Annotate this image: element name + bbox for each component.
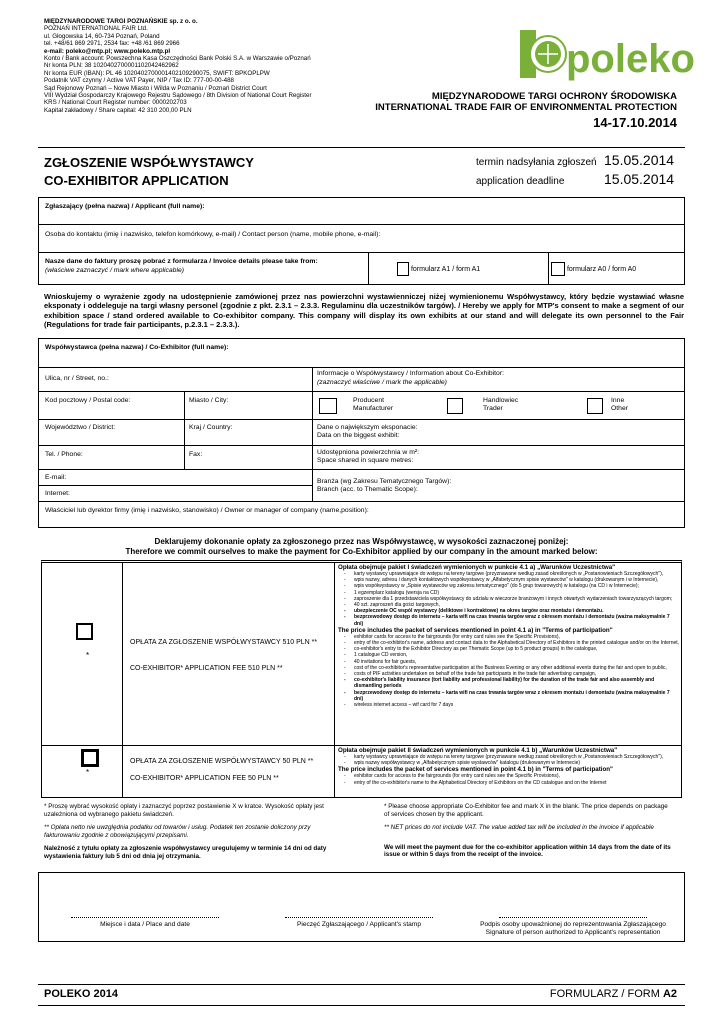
other-label: Inne Other <box>611 397 628 412</box>
package-item: - zaproszenie dla 1 przedstawiciela współwystawcy do udziału w wieczorze branżowym i innych otwartych wydarzeniach towarzyszących targom; <box>338 596 680 602</box>
signature-label: Podpis osoby upoważnionej do reprezentowania Zgłaszającego Signature of person authorized to Applicant's representation <box>480 921 666 936</box>
stamp-label: Pieczęć Zgłaszającego / Applicant's stamp <box>296 921 422 928</box>
street-label: Ulica, nr / Street, no.: <box>45 375 109 382</box>
notes-en <box>384 803 674 859</box>
owner-label: Właściciel lub dyrektor firmy (imię i nazwisko, stanowisko) / Owner or manager of company (name,position): <box>45 507 369 514</box>
applicant-field[interactable] <box>38 197 685 225</box>
form-a0-label: formularz A0 / form A0 <box>566 265 637 273</box>
trader-label: Handlowiec Trader <box>483 397 519 412</box>
form-a1-checkbox[interactable] <box>397 262 409 276</box>
title-pl: ZGŁOSZENIE WSPÓŁWYSTAWCY <box>44 155 254 170</box>
address-row-2 <box>38 392 685 420</box>
form-a1-option[interactable] <box>397 262 480 276</box>
invoice-label: Nasze dane do faktury proszę pobrać z formularza / Invoice details please take from: <box>45 258 318 265</box>
fair-name-en: INTERNATIONAL TRADE FAIR OF ENVIRONMENTAL PROTECTION <box>375 102 677 113</box>
address-row-5 <box>38 470 685 502</box>
company-line: POZNAŃ INTERNATIONAL FAIR Ltd. <box>44 25 148 33</box>
package-1-list-en <box>338 634 680 708</box>
address-row-3 <box>38 420 685 446</box>
fee-1-pl: OPŁATA ZA ZGŁOSZENIE WSPÓŁWYSTAWCY 510 PLN ** <box>130 639 318 646</box>
company-name: MIĘDZYNARODOWE TARGI POZNAŃSKIE sp. z o. o. <box>44 18 198 25</box>
package-item: - 40 szt. zaproszeń dla gości targowych, <box>338 602 680 608</box>
note-2-en: ** NET prices do not include VAT. The value added tax will be included in the invoice if applicable <box>384 824 654 832</box>
address-row-1 <box>38 368 685 392</box>
package-item: - karty wystawcy uprawniające do wstępu na tereny targowe (przyznawane według zasad określonych w „Postanowieniach Szczegółowych"), <box>338 754 680 760</box>
company-info <box>44 18 344 114</box>
contact-label: Osoba do kontaktu (imię i nazwisko, telefon komórkowy, e-mail) / Contact person (name, mobile phone, e-mail): <box>45 231 381 238</box>
info-label: Informacje o Współwystawcy / Information about Co-Exhibitor: <box>317 370 504 377</box>
package-2-heading: Opłata obejmuje pakiet II świadczeń wymienionych w punkcie 4.1 b) „Warunków Uczestnictwa" <box>338 747 618 754</box>
package-item: - cost of the co-exhibitor's representative participation at the Business Evening or any other additional events during the fair and open to public, <box>338 665 680 671</box>
deadline-date-2: 15.05.2014 <box>604 171 675 187</box>
company-line: Nr konta PLN: 38 1020402700001102042462962 <box>44 62 179 70</box>
invoice-sub: (właściwe zaznaczyć / mark where applicable) <box>45 267 185 274</box>
coexhibitor-field[interactable] <box>38 338 685 368</box>
company-line: Nr konta EUR (IBAN): PL 46 1020402700001402109290075, SWIFT: BPKOPLPW <box>44 69 270 77</box>
owner-field[interactable] <box>38 502 685 528</box>
internet-label: Internet: <box>45 490 70 497</box>
deadline-date-1: 15.05.2014 <box>604 152 675 168</box>
company-line: Podatnik VAT czynny / Active VAT Payer, NIP / Tax ID: 777-00-00-488 <box>44 77 234 85</box>
address-row-4 <box>38 446 685 470</box>
contact-field[interactable] <box>38 225 685 253</box>
note-3-pl: Należność z tytułu opłaty za zgłoszenie współwystawcy uregulujemy w terminie 14 dni od daty wystawienia faktury lub 5 dni od dnia jej otrzymania. <box>44 845 327 860</box>
note-2-pl: ** Opłata netto nie uwzględnia podatku od towarów i usług. Podatek ten zostanie doliczony przy fakturowaniu zgodnie z obowiązującymi przepisami. <box>44 824 311 839</box>
company-line: tel. +48/61 869 2971, 2534 fax: +48 /61 869 2966 <box>44 40 180 48</box>
country-label: Kraj / Country: <box>189 424 233 431</box>
other-checkbox[interactable] <box>587 398 603 414</box>
fee-2-pl: OPŁATA ZA ZGŁOSZENIE WSPÓŁWYSTAWCY 50 PLN ** <box>130 758 314 765</box>
note-1-pl: * Proszę wybrać wysokość opłaty i zaznaczyć poprzez postawienie X w kratce. Wysokość opłaty jest uzależniona od wybranego pakietu świadczeń. <box>44 803 324 818</box>
payment-heading-pl: Deklarujemy dokonanie opłaty za zgłoszonego przez nas Współwystawcę, w wysokości zaznaczonej poniżej: <box>154 537 569 546</box>
form-a1-label: formularz A1 / form A1 <box>410 265 481 273</box>
postal-label: Kod pocztowy / Postal code: <box>45 397 131 404</box>
package-2-details <box>338 747 680 786</box>
email-label: E-mail: <box>45 474 67 481</box>
footer-left: POLEKO 2014 <box>44 988 118 1000</box>
fee-row-2 <box>41 746 682 798</box>
exhibits-label: Dane o największym eksponacie: Data on the biggest exhibit: <box>317 424 418 439</box>
package-item: - wpis nazwy, adresu i danych kontaktowych współwystawcy w „Alfabetycznym spisie wystawców" w katalogu (drukowanym i w Internecie), <box>338 577 680 583</box>
city-label: Miasto / City: <box>189 397 229 404</box>
package-item: - 40 invitations for fair guests, <box>338 659 680 665</box>
page-title <box>44 154 254 190</box>
package-1-heading-en: The price includes the packet of services mentioned in point 4.1 a) in "Terms of participation" <box>338 626 613 634</box>
poleko-logo <box>518 28 695 86</box>
package-1-details <box>338 564 680 708</box>
package-2-list-pl <box>338 754 680 766</box>
package-item: - wpis nazwy współwystawcy w „Alfabetycznym spisie wystawców" katalogu (drukowanym w Internecie) <box>338 760 680 766</box>
note-3-en: We will meet the payment due for the co-exhibitor application within 14 days from the date of its issue or within 5 days from the receipt of the invoice. <box>384 843 671 859</box>
title-en: CO-EXHIBITOR APPLICATION <box>44 173 229 188</box>
logo-text: poleko <box>566 37 695 81</box>
company-line: ul. Głogowska 14, 60-734 Poznań, Poland <box>44 32 160 40</box>
fee-row-1 <box>41 560 682 746</box>
info-sub: (zaznaczyć właściwe / mark the applicable) <box>317 379 447 386</box>
package-item: - wireless internet access – wif card for 7 days <box>338 702 680 708</box>
producer-checkbox[interactable] <box>319 398 337 414</box>
place-date-label: Miejsce i data / Place and date <box>100 921 190 928</box>
fee-1-checkbox[interactable] <box>76 623 93 640</box>
tel-label: Tel. / Phone: <box>45 451 83 458</box>
company-line: Kapitał zakładowy / Share capital: 42 310 200,00 PLN <box>44 106 192 114</box>
package-item: - costs of PIF activities undertaken on behalf of the trade fair participants in the trade fair advertising campaign, <box>338 671 680 677</box>
fax-label: Fax: <box>189 451 203 458</box>
package-item: - exhibitor cards for access to the fairgrounds (for entry card rules see the Specific Provisions), <box>338 634 680 640</box>
footer-right: FORMULARZ / FORM A2 <box>549 988 677 1000</box>
package-1-heading: Opłata obejmuje pakiet I świadczeń wymienionych w punkcie 4.1 a) „Warunków Uczestnictwa" <box>338 564 616 571</box>
invoice-row <box>38 253 685 285</box>
company-line: Sąd Rejonowy Poznań – Nowe Miasto i Wilda w Poznaniu / Poznań District Court <box>44 84 267 92</box>
fair-name-pl: MIĘDZYNARODOWE TARGI OCHRONY ŚRODOWISKA <box>431 91 677 102</box>
note-1-en: * Please choose appropriate Co-Exhibitor fee and mark X in the blank. The price depends on package of services chosen by the applicant. <box>384 803 668 818</box>
package-item: - wpis współwystawcy w „Spisie wystawców wg zakresu tematycznego" (do 5 grup towarowych) w katalogu (na CD i w Internecie); <box>338 583 680 589</box>
package-item: - ubezpieczenie OC wspól wystawcy (deliktowe i kontraktowe) na okres targów oraz montażu i demontażu. <box>338 608 680 614</box>
package-item: - karty wystawcy uprawniające do wstępu na tereny targowe (przyznawane według zasad określonych w „Postanowieniach Szczegółowych"), <box>338 571 680 577</box>
fee-2-en: CO-EXHIBITOR* APPLICATION FEE 50 PLN ** <box>130 775 279 782</box>
signature-box <box>38 872 685 942</box>
footer <box>38 984 685 1006</box>
space-label: Udostępniona powierzchnia w m²: Space shared in square metres: <box>317 449 420 464</box>
fee-2-checkbox[interactable] <box>81 749 99 767</box>
form-a0-option[interactable] <box>551 262 636 276</box>
signature-line[interactable] <box>499 917 647 918</box>
package-item: - bezprzewodowy dostęp do internetu – karta wifi na czas trwania targów wraz z okresem montażu i demontażu (ważna maksymalnie 7 dni) <box>338 614 680 626</box>
producer-label: Producent Manufacturer <box>353 397 394 412</box>
fee-1-en: CO-EXHIBITOR* APPLICATION FEE 510 PLN ** <box>130 665 283 672</box>
place-date-line[interactable] <box>71 917 219 918</box>
payment-heading-en: Therefore we commit ourselves to make the payment for Co-Exhibitor applied by our company in the amount marked below: <box>125 547 598 556</box>
company-line: KRS / National Court Register number: 0000202703 <box>44 99 187 107</box>
branch-label: Branża (wg Zakresu Tematycznego Targów): Branch (acc. to Thematic Scope): <box>317 478 452 493</box>
package-item: - entry of the co-exhibitor's name to the Alphabetical Directory of Exhibitors on the CD catalogue and on the Internet <box>338 780 680 786</box>
package-item: - exhibitor cards for access to the fairgrounds (for entry card rules see the Specific Provisions), <box>338 773 680 779</box>
package-1-list-pl <box>338 571 680 627</box>
fair-dates: 14-17.10.2014 <box>593 115 677 130</box>
company-line: VIII Wydział Gospodarczy Krajowego Rejestru Sądowego / 8th Division of National Court Register <box>44 92 312 100</box>
deadline-pl: termin nadsyłania zgłoszeń <box>476 157 597 168</box>
package-item: - bezprzewodowy dostęp do internetu – karta wifi na czas trwania targów wraz z okresem montażu i demontażu (ważna maksymalnie 7 dni) <box>338 690 680 702</box>
province-label: Województwo / District: <box>45 424 116 431</box>
fair-info <box>375 91 677 131</box>
payment-heading <box>38 537 685 557</box>
stamp-line[interactable] <box>285 917 433 918</box>
package-item: - entry of the co-exhibitor's name, address and contact data to the Alphabetical Directory of Exhibitors in the printed catalogue and/or on the Internet, <box>338 640 680 646</box>
package-item: - 1 catalogue CD version, <box>338 652 680 658</box>
statement: Wnioskujemy o wyrażenie zgody na udostępnienie zamówionej przez nas powierzchni wystawienniczej niżej wymienionemu Współwystawcy, który będzie wystawiać własne eksponaty i oddeleguje na targi własny personel (zgodnie z pkt. 2.3.1 – 2.3.3. Regulaminu dla uczestników targów). / Hereby we apply for MTP's consent to make a segment of our exhibition space / stand ordered available to Co-exhibitor company. This company will display its own exhibits at our stand and will delegate its own personnel to the Fair (Regulations for trade fair participants, p.2.3.1 – 2.3.3.). <box>44 292 684 329</box>
deadline-en: application deadline <box>476 176 565 187</box>
package-item: - co-exhibitor's liability insurance (tort liability and professional liability) for the duration of the trade fair and also assembly and dismantling periods <box>338 677 680 689</box>
coexhibitor-label: Współwystawca (pełna nazwa) / Co-Exhibitor (full name): <box>45 344 229 351</box>
deadline <box>476 152 686 188</box>
trader-checkbox[interactable] <box>447 398 463 414</box>
package-item: - 1 egzemplarz katalogu (wersja na CD) <box>338 590 680 596</box>
package-2-heading-en: The price includes the packet of services mentioned in point 4.1 b) in "Terms of participation" <box>338 766 613 774</box>
company-line: Konto / Bank account: Powszechna Kasa Oszczędności Bank Polski S.A. w Warszawie o/Poznań <box>44 55 311 63</box>
fee-1-star: * <box>86 651 90 660</box>
form-a0-checkbox[interactable] <box>551 262 565 276</box>
package-item: - co-exhibitor's entry to the Exhibitor Directory as per Thematic Scope (up to 5 product groups) in the catalogue, <box>338 646 680 652</box>
fee-2-star: * <box>86 768 90 777</box>
package-2-list-en <box>338 773 680 785</box>
notes-pl <box>44 803 334 861</box>
company-email: e-mail: poleko@mtp.pl; www.poleko.mtp.pl <box>44 47 171 55</box>
applicant-label: Zgłaszający (pełna nazwa) / Applicant (full name): <box>45 203 205 210</box>
